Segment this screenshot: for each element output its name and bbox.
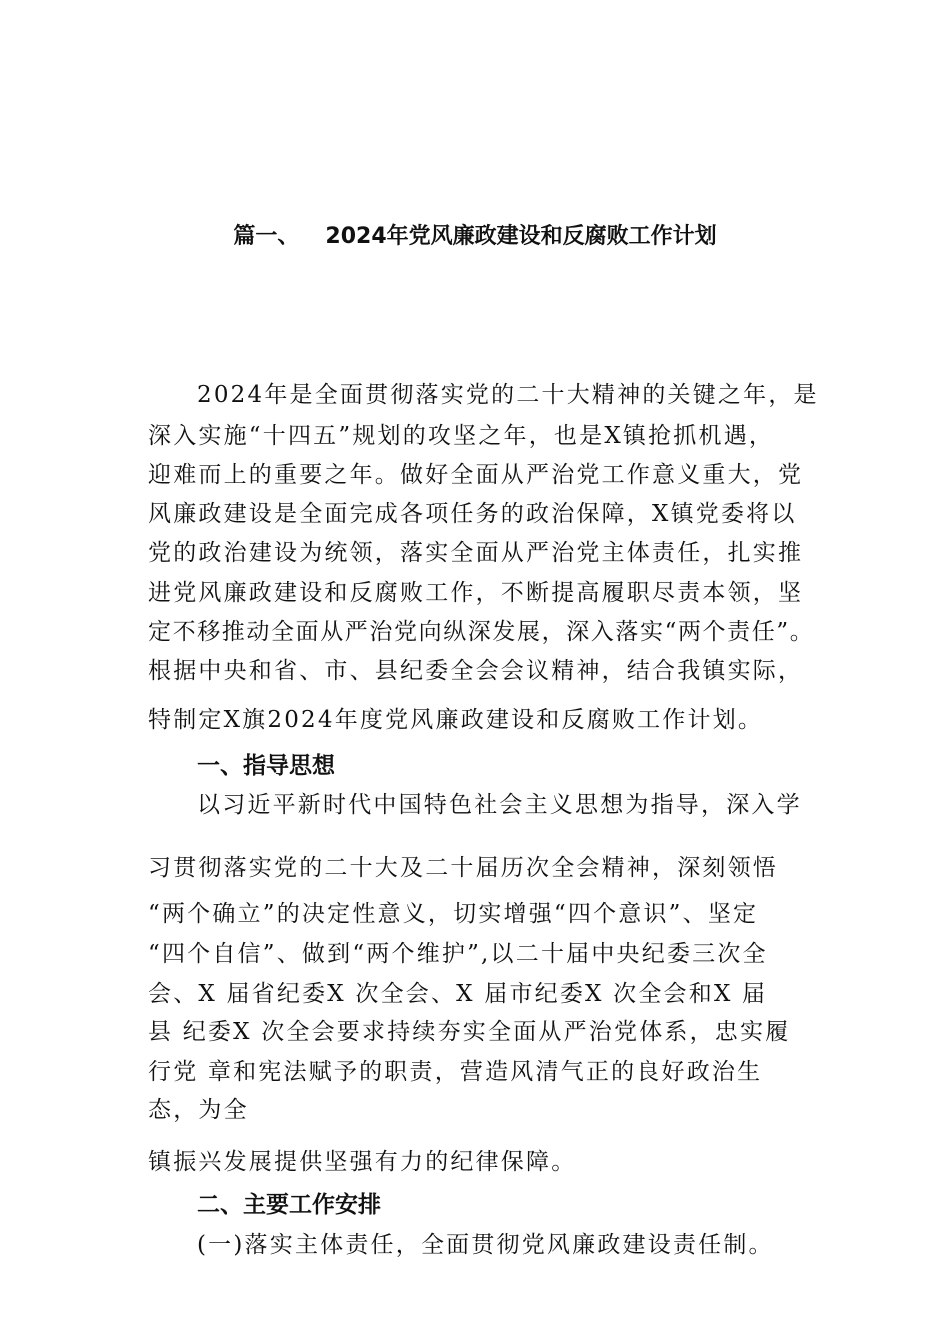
intro-line-9: 特制定X旗2024年度党风廉政建设和反腐败工作计划。 — [148, 707, 764, 733]
section-1-line-1: 以习近平新时代中国特色社会主义思想为指导，深入学 — [197, 792, 802, 818]
section-1-line-4: “四个自信”、做到“两个维护”,以二十届中央纪委三次全 — [148, 941, 768, 967]
section-2-heading: 二、主要工作安排 — [197, 1192, 381, 1218]
section-1-line-2: 习贯彻落实党的二十大及二十届历次全会精神，深刻领悟 — [148, 855, 778, 881]
section-1-heading: 一、指导思想 — [197, 753, 335, 779]
section-1-line-7: 行党 章和宪法赋予的职责，营造风清气正的良好政治生 — [148, 1059, 763, 1085]
section-1-line-3: “两个确立”的决定性意义，切实增强“四个意识”、坚定 — [148, 901, 759, 927]
section-1-line-6: 县 纪委X 次全会要求持续夯实全面从严治党体系，忠实履 — [148, 1019, 791, 1045]
title-prefix: 篇一、 — [233, 224, 300, 249]
section-2-subheading-1: (一)落实主体责任，全面贯彻党风廉政建设责任制。 — [197, 1232, 774, 1258]
title-text: 2024年党风廉政建设和反腐败工作计划 — [325, 224, 717, 249]
intro-line-1: 2024年是全面贯彻落实党的二十大精神的关键之年，是 — [197, 382, 819, 408]
intro-line-6: 进党风廉政建设和反腐败工作，不断提高履职尽责本领，坚 — [148, 580, 804, 606]
intro-line-8: 根据中央和省、市、县纪委全会会议精神，结合我镇实际， — [148, 658, 804, 684]
intro-line-5: 党的政治建设为统领，落实全面从严治党主体责任，扎实推 — [148, 540, 804, 566]
intro-line-3: 迎难而上的重要之年。做好全面从严治党工作意义重大，党 — [148, 462, 804, 488]
intro-line-4: 风廉政建设是全面完成各项任务的政治保障，X镇党委将以 — [148, 501, 797, 527]
document-title — [0, 219, 950, 250]
section-1-line-5: 会、X 届省纪委X 次全会、X 届市纪委X 次全会和X 届 — [148, 981, 768, 1007]
intro-line-7: 定不移推动全面从严治党向纵深发展，深入落实“两个责任”。 — [148, 619, 815, 645]
intro-line-2: 深入实施“十四五”规划的攻坚之年，也是X镇抢抓机遇， — [148, 423, 775, 449]
section-1-line-9: 镇振兴发展提供坚强有力的纪律保障。 — [148, 1149, 577, 1175]
section-1-line-8: 态，为全 — [148, 1097, 249, 1123]
